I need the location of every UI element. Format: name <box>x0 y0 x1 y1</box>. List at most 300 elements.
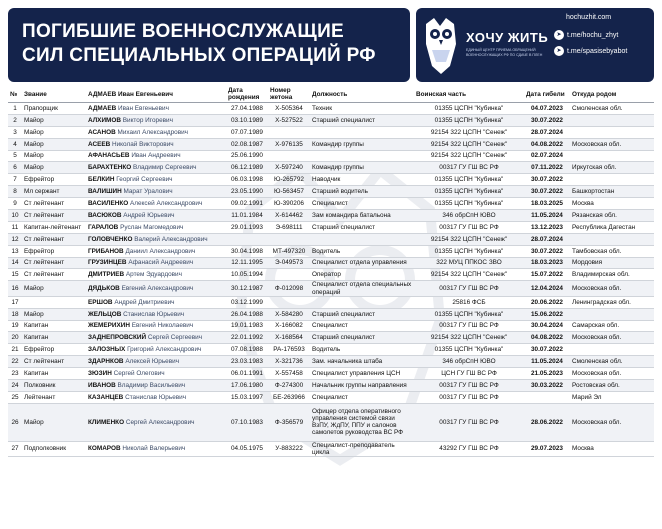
given-name: Иван Андреевич <box>131 152 181 160</box>
cell-death-date: 15.07.2022 <box>524 269 570 281</box>
cell-origin <box>570 344 654 356</box>
cell-death-date: 04.07.2023 <box>524 103 570 115</box>
cell-name <box>86 356 226 368</box>
cell-number: 14 <box>8 257 22 269</box>
cell-birth-date: 19.01.1983 <box>226 320 268 332</box>
cell-rank: Ст лейтенант <box>22 210 86 222</box>
cell-rank: Ефрейтор <box>22 245 86 257</box>
cell-token: Х-614462 <box>268 210 310 222</box>
cell-unit: 01355 ЦСПН "Кубинка" <box>414 103 524 115</box>
cell-death-date <box>524 391 570 403</box>
table-row <box>8 441 654 456</box>
cell-unit: 92154 322 ЦСПН "Сенеж" <box>414 269 524 281</box>
cell-number: 13 <box>8 245 22 257</box>
cell-rank: Майор <box>22 308 86 320</box>
cell-name <box>86 281 226 296</box>
cell-birth-date: 30.12.1987 <box>226 281 268 296</box>
table-row <box>8 320 654 332</box>
given-name: Алексей Юрьевич <box>125 358 180 366</box>
cell-number: 16 <box>8 281 22 296</box>
cell-position: Специалист отдела специальных операций <box>310 281 414 296</box>
surname: ВАСИЛЕНКО <box>88 199 129 207</box>
surname: ЕРШОВ <box>88 298 113 306</box>
cell-unit: 346 обрСпН ЮВО <box>414 356 524 368</box>
table-row <box>8 257 654 269</box>
cell-death-date: 30.07.2022 <box>524 174 570 186</box>
table-row <box>8 269 654 281</box>
cell-death-date: 12.04.2024 <box>524 281 570 296</box>
cell-position: Специалист <box>310 198 414 210</box>
cell-position <box>310 126 414 138</box>
surname: ВАСЮКОВ <box>88 211 122 219</box>
given-name: Алексей Александрович <box>129 199 203 207</box>
cell-death-date: 18.03.2023 <box>524 257 570 269</box>
cell-token <box>268 126 310 138</box>
table-row <box>8 356 654 368</box>
cell-position: Зам. начальника штаба <box>310 356 414 368</box>
cell-name <box>86 114 226 126</box>
cell-origin: Владимирская обл. <box>570 269 654 281</box>
cell-death-date: 11.05.2024 <box>524 210 570 222</box>
cell-rank: Прапорщик <box>22 103 86 115</box>
cell-birth-date: 22.01.1992 <box>226 332 268 344</box>
cell-death-date: 28.07.2024 <box>524 233 570 245</box>
cell-token: Х-597240 <box>268 162 310 174</box>
cell-name <box>86 441 226 456</box>
given-name: Афанасий Андреевич <box>128 259 194 267</box>
cell-birth-date: 03.10.1989 <box>226 114 268 126</box>
brand-subtitle: ЕДИНЫЙ ЦЕНТР ПРИЕМА ОБРАЩЕНИЙ ВОЕННОСЛУЖАЩИХ РФ ПО СДАЧЕ В ПЛЕН <box>466 48 543 57</box>
cell-birth-date: 10.05.1994 <box>226 269 268 281</box>
cell-unit: 00317 ГУ ГШ ВС РФ <box>414 403 524 441</box>
cell-unit: 43292 ГУ ГШ ВС РФ <box>414 441 524 456</box>
title-banner <box>8 8 410 82</box>
cell-death-date: 07.11.2022 <box>524 162 570 174</box>
cell-unit: 00317 ГУ ГШ ВС РФ <box>414 391 524 403</box>
cell-number: 12 <box>8 233 22 245</box>
given-name: Григорий Александрович <box>127 346 202 354</box>
cell-rank: Ст лейтенант <box>22 233 86 245</box>
cell-birth-date: 23.03.1983 <box>226 356 268 368</box>
cell-death-date: 04.08.2022 <box>524 138 570 150</box>
cell-death-date: 02.07.2024 <box>524 150 570 162</box>
cell-unit: 92154 322 ЦСПН "Сенеж" <box>414 138 524 150</box>
table-row <box>8 162 654 174</box>
cell-birth-date: 27.04.1988 <box>226 103 268 115</box>
cell-rank: Капитан <box>22 320 86 332</box>
cell-death-date: 18.03.2025 <box>524 198 570 210</box>
cell-number: 10 <box>8 210 22 222</box>
given-name: Иван Евгеньевич <box>118 104 169 112</box>
brand-panel <box>416 8 654 82</box>
cell-birth-date: 06.01.1991 <box>226 368 268 380</box>
col-header-rank: Звание <box>22 86 86 103</box>
cell-death-date: 30.04.2024 <box>524 320 570 332</box>
cell-name <box>86 332 226 344</box>
surname: ГРИБАНОВ <box>88 247 124 255</box>
surname: ГОЛОВЧЕНКО <box>88 235 133 243</box>
cell-token: Х-505364 <box>268 103 310 115</box>
cell-rank: Майор <box>22 138 86 150</box>
table-row <box>8 233 654 245</box>
cell-origin <box>570 174 654 186</box>
cell-position: Водитель <box>310 344 414 356</box>
cell-position: Водитель <box>310 245 414 257</box>
cell-rank: Майор <box>22 114 86 126</box>
table-row <box>8 391 654 403</box>
cell-name <box>86 198 226 210</box>
table-row <box>8 221 654 233</box>
table-row <box>8 296 654 308</box>
table-header-row <box>8 86 654 103</box>
cell-birth-date: 17.06.1980 <box>226 380 268 392</box>
given-name: Евгений Александрович <box>121 284 194 292</box>
cell-death-date: 28.07.2024 <box>524 126 570 138</box>
table-row <box>8 103 654 115</box>
cell-origin <box>570 114 654 126</box>
given-name: Руслан Магомедович <box>120 223 184 231</box>
cell-birth-date: 04.05.1975 <box>226 441 268 456</box>
cell-position: Специалист управления ЦСН <box>310 368 414 380</box>
cell-rank: Майор <box>22 162 86 174</box>
cell-number: 4 <box>8 138 22 150</box>
cell-origin: Ленинградская обл. <box>570 296 654 308</box>
telegram-icon: ➤ <box>554 30 564 40</box>
casualty-table <box>8 86 654 457</box>
cell-unit: 01355 ЦСПН "Кубинка" <box>414 174 524 186</box>
cell-position: Старший водитель <box>310 186 414 198</box>
table-row <box>8 281 654 296</box>
cell-rank: Капитан-лейтенант <box>22 221 86 233</box>
cell-unit: 322 МУЦ ППКОС ЗВО <box>414 257 524 269</box>
cell-position: Специалист отдела управления <box>310 257 414 269</box>
table-row <box>8 245 654 257</box>
given-name: Марат Уралович <box>123 188 173 196</box>
cell-token: Ю-265792 <box>268 174 310 186</box>
telegram-link-2-text: t.me/spasisebyabot <box>567 47 628 55</box>
cell-origin: Республика Дагестан <box>570 221 654 233</box>
surname: КОМАРОВ <box>88 445 121 453</box>
cell-position: Специалист <box>310 320 414 332</box>
surname: ГРУЗИНЦЕВ <box>88 259 127 267</box>
cell-name <box>86 174 226 186</box>
cell-position: Начальник группы направления <box>310 380 414 392</box>
cell-token: Х-584280 <box>268 308 310 320</box>
cell-death-date: 30.03.2022 <box>524 380 570 392</box>
cell-name <box>86 344 226 356</box>
cell-unit: 00317 ГУ ГШ ВС РФ <box>414 320 524 332</box>
page-title <box>22 20 376 68</box>
cell-position: Старший специалист <box>310 308 414 320</box>
table-row <box>8 344 654 356</box>
cell-position: Специалист-преподаватель цикла <box>310 441 414 456</box>
telegram-link-1[interactable] <box>554 30 654 40</box>
cell-rank: Подполковник <box>22 441 86 456</box>
surname: ДЯДЬКОВ <box>88 284 120 292</box>
cell-birth-date: 06.12.1989 <box>226 162 268 174</box>
table-row <box>8 150 654 162</box>
cell-name <box>86 380 226 392</box>
cell-unit: 92154 322 ЦСПН "Сенеж" <box>414 150 524 162</box>
cell-token: Ф-012098 <box>268 281 310 296</box>
cell-number: 25 <box>8 391 22 403</box>
cell-birth-date: 15.03.1997 <box>226 391 268 403</box>
cell-number: 2 <box>8 114 22 126</box>
cell-unit: 00317 ГУ ГШ ВС РФ <box>414 281 524 296</box>
cell-birth-date: 07.07.1989 <box>226 126 268 138</box>
cell-token: Ф-274300 <box>268 380 310 392</box>
cell-origin: Смоленская обл. <box>570 356 654 368</box>
given-name: Даниил Александрович <box>125 247 196 255</box>
cell-position: Специалист <box>310 391 414 403</box>
table-row <box>8 380 654 392</box>
cell-position: Старший специалист <box>310 332 414 344</box>
owl-logo-icon <box>420 14 462 76</box>
cell-rank: Капитан <box>22 332 86 344</box>
table-row <box>8 403 654 441</box>
table-row <box>8 174 654 186</box>
cell-unit: 92154 322 ЦСПН "Сенеж" <box>414 126 524 138</box>
cell-death-date: 29.07.2023 <box>524 441 570 456</box>
contact-links <box>554 14 654 62</box>
surname: БЕЛКИН <box>88 176 115 184</box>
cell-position: Техник <box>310 103 414 115</box>
cell-origin: Самарская обл. <box>570 320 654 332</box>
cell-name <box>86 233 226 245</box>
given-name: Сергей Сергеевич <box>147 334 203 342</box>
given-name: Георгий Сергеевич <box>116 176 173 184</box>
cell-number: 7 <box>8 174 22 186</box>
cell-origin: Московская обл. <box>570 332 654 344</box>
cell-number: 19 <box>8 320 22 332</box>
cell-origin: Смоленская обл. <box>570 103 654 115</box>
telegram-icon: ➤ <box>554 46 564 56</box>
surname: ДМИТРИЕВ <box>88 271 125 279</box>
cell-name <box>86 296 226 308</box>
cell-token: Ю-390206 <box>268 198 310 210</box>
cell-unit: 00317 ГУ ГШ ВС РФ <box>414 221 524 233</box>
cell-name <box>86 126 226 138</box>
telegram-link-2[interactable] <box>554 46 654 56</box>
cell-name <box>86 368 226 380</box>
surname: ЖЕМЕРИХИН <box>88 322 130 330</box>
cell-number: 26 <box>8 403 22 441</box>
cell-name <box>86 269 226 281</box>
cell-birth-date: 29.01.1993 <box>226 221 268 233</box>
cell-position: Командир группы <box>310 162 414 174</box>
cell-position <box>310 233 414 245</box>
cell-origin: Ростовская обл. <box>570 380 654 392</box>
given-name: Михаил Александрович <box>117 128 188 136</box>
table-row <box>8 198 654 210</box>
cell-rank: Майор <box>22 150 86 162</box>
title-line-2: СИЛ СПЕЦИАЛЬНЫХ ОПЕРАЦИЙ РФ <box>22 45 376 66</box>
given-name: Евгений Николаевич <box>131 322 194 330</box>
given-name: Николай Валерьевич <box>122 445 186 453</box>
cell-birth-date: 07.08.1988 <box>226 344 268 356</box>
cell-token <box>268 150 310 162</box>
cell-name <box>86 257 226 269</box>
cell-rank: Ст лейтенант <box>22 198 86 210</box>
col-header-number: № <box>8 86 22 103</box>
cell-origin <box>570 308 654 320</box>
cell-origin <box>570 233 654 245</box>
given-name: Николай Викторович <box>112 140 174 148</box>
given-name: Валерий Александрович <box>134 235 208 243</box>
cell-number: 11 <box>8 221 22 233</box>
cell-token <box>268 296 310 308</box>
cell-birth-date: 12.11.1995 <box>226 257 268 269</box>
cell-death-date: 30.07.2022 <box>524 114 570 126</box>
cell-origin: Башкортостан <box>570 186 654 198</box>
cell-token: Х-166082 <box>268 320 310 332</box>
surname: АСЕЕВ <box>88 140 111 148</box>
cell-token: МТ-497320 <box>268 245 310 257</box>
cell-position: Старший специалист <box>310 221 414 233</box>
cell-number: 21 <box>8 344 22 356</box>
cell-origin: Тамбовская обл. <box>570 245 654 257</box>
cell-token: Э-049573 <box>268 257 310 269</box>
cell-unit: 01355 ЦСПН "Кубинка" <box>414 245 524 257</box>
cell-token: Ф-356579 <box>268 403 310 441</box>
surname: ЗДАРНКОВ <box>88 358 124 366</box>
table-row <box>8 308 654 320</box>
table-row <box>8 126 654 138</box>
cell-position <box>310 150 414 162</box>
surname: ИВАНОВ <box>88 381 116 389</box>
cell-name <box>86 221 226 233</box>
cell-name <box>86 138 226 150</box>
cell-birth-date: 06.03.1998 <box>226 174 268 186</box>
cell-unit: 01355 ЦСПН "Кубинка" <box>414 114 524 126</box>
given-name: Сергей Олегович <box>113 369 165 377</box>
table-row <box>8 138 654 150</box>
surname: АЛХИМОВ <box>88 116 121 124</box>
cell-number: 18 <box>8 308 22 320</box>
cell-death-date: 28.06.2022 <box>524 403 570 441</box>
cell-number: 15 <box>8 269 22 281</box>
given-name: Виктор Игоревич <box>122 116 173 124</box>
cell-token: Х-557458 <box>268 368 310 380</box>
cell-birth-date: 09.02.1991 <box>226 198 268 210</box>
cell-rank: Ст лейтенант <box>22 269 86 281</box>
cell-name <box>86 150 226 162</box>
cell-birth-date: 25.06.1990 <box>226 150 268 162</box>
table-body <box>8 103 654 457</box>
cell-unit: 25816 ФСБ <box>414 296 524 308</box>
col-header-name: АДМАЕВ Иван Евгеньевич <box>86 86 226 103</box>
given-name: Артем Эдуардович <box>125 271 182 279</box>
cell-number: 23 <box>8 368 22 380</box>
given-name: Владимир Сергеевич <box>132 164 197 172</box>
given-name: Станислав Юрьевич <box>123 310 185 318</box>
cell-token: У-883222 <box>268 441 310 456</box>
cell-origin: Московская обл. <box>570 368 654 380</box>
cell-number: 22 <box>8 356 22 368</box>
given-name: Сергей Александрович <box>125 418 195 426</box>
col-header-unit: Воинская часть <box>414 86 524 103</box>
cell-birth-date <box>226 233 268 245</box>
surname: ЗЮЗИН <box>88 369 112 377</box>
surname: ЗАЛОЗНЫХ <box>88 346 126 354</box>
cell-name <box>86 308 226 320</box>
cell-rank: Ст лейтенант <box>22 257 86 269</box>
surname: АСАНОВ <box>88 128 116 136</box>
cell-name <box>86 403 226 441</box>
cell-name <box>86 391 226 403</box>
cell-birth-date: 07.10.1983 <box>226 403 268 441</box>
col-header-birth: Дата рождения <box>226 86 268 103</box>
telegram-link-1-text: t.me/hochu_zhyt <box>567 31 619 39</box>
cell-number: 9 <box>8 198 22 210</box>
cell-rank: Майор <box>22 126 86 138</box>
cell-name <box>86 186 226 198</box>
cell-position: Командир группы <box>310 138 414 150</box>
cell-name <box>86 320 226 332</box>
col-header-position: Должность <box>310 86 414 103</box>
cell-rank: Ефрейтор <box>22 344 86 356</box>
site-link[interactable]: hochuzhit.com <box>566 14 612 21</box>
cell-rank: Ефрейтор <box>22 174 86 186</box>
surname: ЖЕЛЬЦОВ <box>88 310 122 318</box>
cell-position: Наводчик <box>310 174 414 186</box>
cell-name <box>86 162 226 174</box>
col-header-death: Дата гибели <box>524 86 570 103</box>
cell-position: Зам командира батальона <box>310 210 414 222</box>
cell-name <box>86 245 226 257</box>
given-name: Владимир Васильевич <box>117 381 186 389</box>
cell-unit: 346 обрСпН ЮВО <box>414 210 524 222</box>
cell-token: Х-321736 <box>268 356 310 368</box>
cell-rank <box>22 296 86 308</box>
surname: БАРАХТЕНКО <box>88 164 132 172</box>
cell-unit: 01355 ЦСПН "Кубинка" <box>414 198 524 210</box>
cell-rank: Лейтенант <box>22 391 86 403</box>
cell-number: 3 <box>8 126 22 138</box>
cell-token: БЕ-263966 <box>268 391 310 403</box>
cell-birth-date: 23.05.1990 <box>226 186 268 198</box>
title-line-1: ПОГИБШИЕ ВОЕННОСЛУЖАЩИЕ <box>22 21 345 42</box>
given-name: Андрей Юрьевич <box>123 211 175 219</box>
cell-unit: 01355 ЦСПН "Кубинка" <box>414 344 524 356</box>
table-row <box>8 368 654 380</box>
cell-birth-date: 30.04.1998 <box>226 245 268 257</box>
cell-token: Ю-563457 <box>268 186 310 198</box>
surname: ВАЛИШИН <box>88 188 122 196</box>
cell-name <box>86 210 226 222</box>
cell-unit: 01355 ЦСПН "Кубинка" <box>414 308 524 320</box>
cell-position: Офицер отдела оперативного управления системой связи ВзПУ, ЖдПУ, ППУ и салонов самолетов руководства ВС РФ <box>310 403 414 441</box>
cell-position <box>310 296 414 308</box>
cell-origin: Москва <box>570 198 654 210</box>
cell-death-date: 30.07.2022 <box>524 344 570 356</box>
cell-position: Оператор <box>310 269 414 281</box>
cell-number: 27 <box>8 441 22 456</box>
cell-token: Э-698111 <box>268 221 310 233</box>
brand-title: ХОЧУ ЖИТЬ <box>466 30 549 45</box>
cell-death-date: 20.06.2022 <box>524 296 570 308</box>
cell-number: 20 <box>8 332 22 344</box>
cell-unit: 92154 322 ЦСПН "Сенеж" <box>414 332 524 344</box>
cell-position: Старший специалист <box>310 114 414 126</box>
cell-origin: Иркутская обл. <box>570 162 654 174</box>
cell-unit: 00317 ГУ ГШ ВС РФ <box>414 162 524 174</box>
cell-death-date: 13.12.2023 <box>524 221 570 233</box>
cell-birth-date: 11.01.1984 <box>226 210 268 222</box>
table-row <box>8 332 654 344</box>
table-row <box>8 186 654 198</box>
table-row <box>8 114 654 126</box>
